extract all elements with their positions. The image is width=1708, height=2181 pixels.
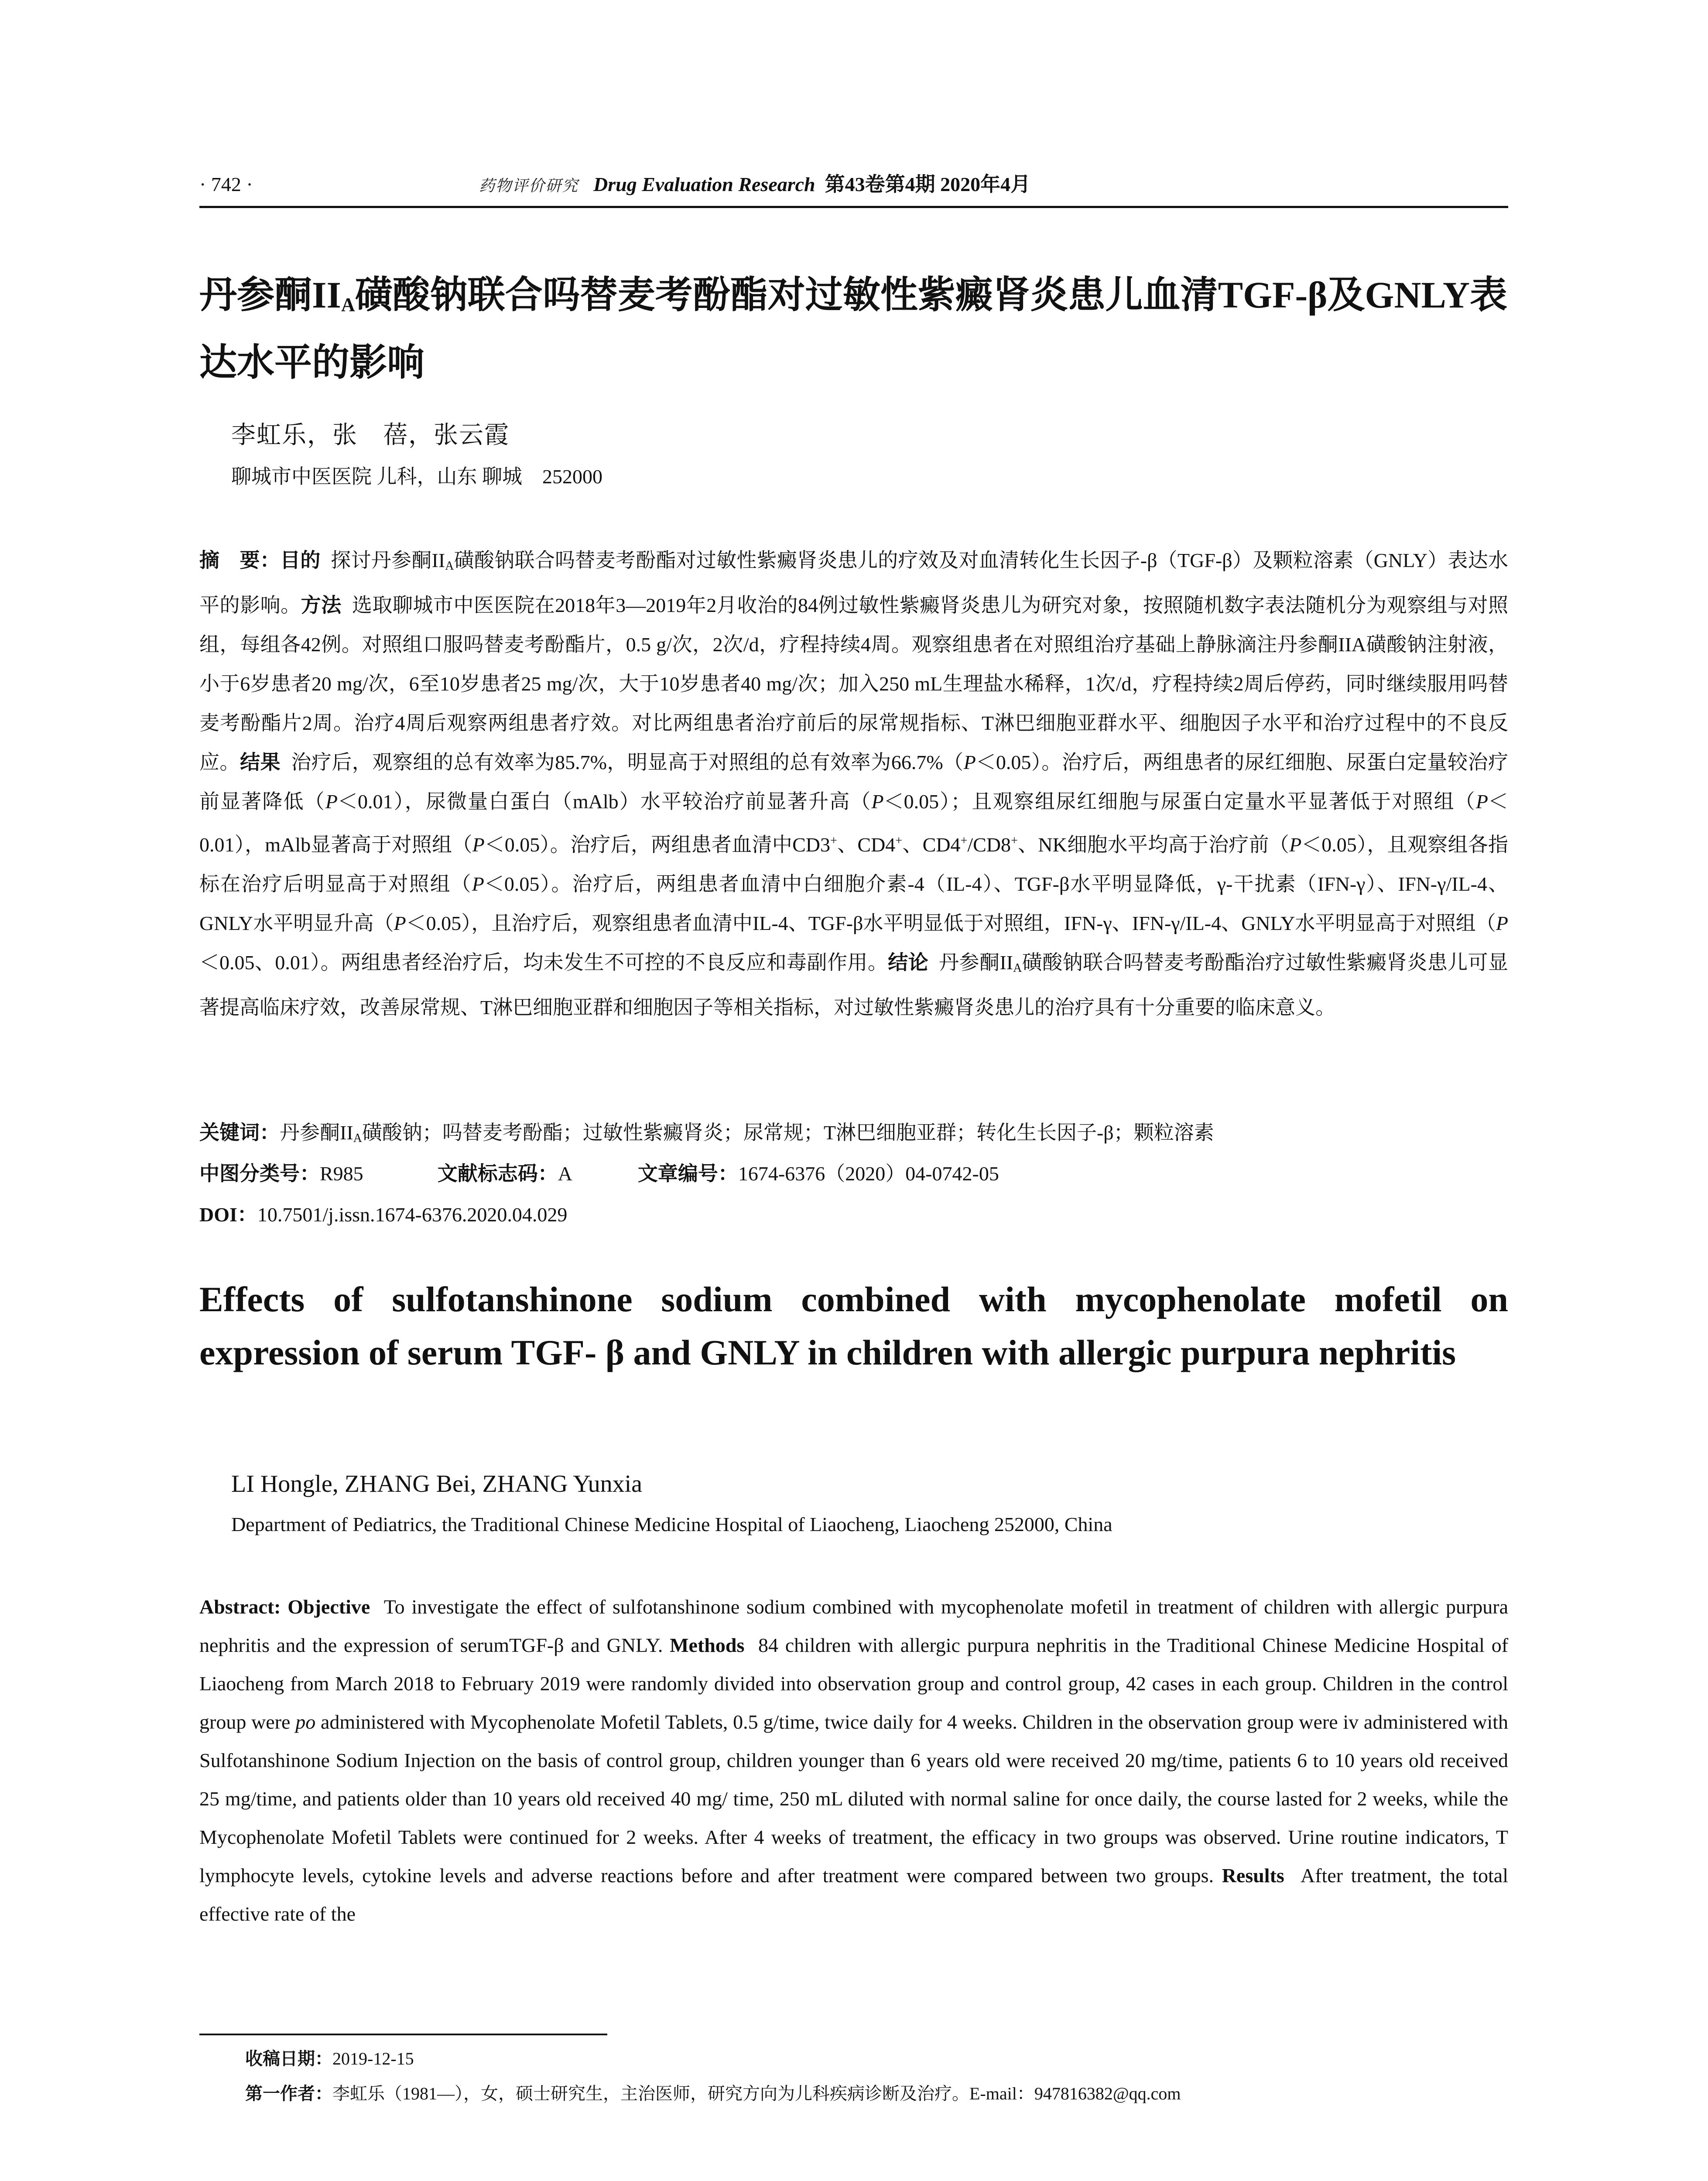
header-rule: [199, 206, 1508, 208]
title-cn: 丹参酮$II_A$磺酸钠联合吗替麦考酚酯对过敏性紫癜肾炎患儿血清TGF-β及GNLY表达水平的影响: [199, 274, 1508, 383]
keywords-cn: 关键词：丹参酮$II_A$磺酸钠；吗替麦考酚酯；过敏性紫癜肾炎；尿常规；T淋巴细胞亚群；转化生长因子-β；颗粒溶素: [199, 1121, 1214, 1145]
abstract-en: Abstract: Objective To investigate the effect of sulfotanshinone sodium combined with mycophenolate mofetil in treatment of children with allergic purpura nephritis and the expression of serumTGF-β and GNLY. Methods 84 children with allergic purpura nephritis in the Traditional Chinese Medicine Hospital of Liaocheng from March 2018 to February 2019 were randomly divided into observation group and control group, 42 cases in each group. Children in the control group were po administered with Mycophenolate Mofetil Tablets, 0.5 g/time, twice daily for 4 weeks. Children in the observation group were iv administered with Sulfotanshinone Sodium Injection on the basis of control group, children younger than 6 years old were received 20 mg/time, patients 6 to 10 years old received 25 mg/time, and patients older than 10 years old received 40 mg/ time, 250 mL diluted with normal saline for once daily, the course lasted for 2 weeks, while the Mycophenolate Mofetil Tablets were continued for 2 weeks. After 4 weeks of treatment, the efficacy in two groups was observed. Urine routine indicators, T lymphocyte levels, cytokine levels and adverse reactions before and after treatment were compared between two groups. Results After treatment, the total effective rate of the: [199, 1596, 1509, 1925]
abstract-cn: 摘 要：目的 探讨丹参酮$II_A$磺酸钠联合吗替麦考酚酯对过敏性紫癜肾炎患儿的疗效及对血清转化生长因子-β（TGF-β）及颗粒溶素（GNLY）表达水平的影响。方法 选取聊城市中医医院在2018年3—2019年2月收治的84例过敏性紫癜肾炎患儿为研究对象，按照随机数字表法随机分为观察组与对照组，每组各42例。对照组口服吗替麦考酚酯片，0.5 g/次，2次/d，疗程持续4周。观察组患者在对照组治疗基础上静脉滴注丹参酮IIA磺酸钠注射液，小于6岁患者20 mg/次，6至10岁患者25 mg/次，大于10岁患者40 mg/次；加入250 mL生理盐水稀释，1次/d，疗程持续2周后停药，同时继续服用吗替麦考酚酯片2周。治疗4周后观察两组患者疗效。对比两组患者治疗前后的尿常规指标、T淋巴细胞亚群水平、细胞因子水平和治疗过程中的不良反应。结果 治疗后，观察组的总有效率为85.7%，明显高于对照组的总有效率为66.7%（P＜0.05）。治疗后，两组患者的尿红细胞、尿蛋白定量较治疗前显著降低（P＜0.01），尿微量白蛋白（mAlb）水平较治疗前显著升高（P＜0.05）；且观察组尿红细胞与尿蛋白定量水平显著低于对照组（P＜0.01），mAlb显著高于对照组（P＜0.05）。治疗后，两组患者血清中CD3+、CD4+、CD4+/CD8+、NK细胞水平均高于治疗前（P＜0.05），且观察组各指标在治疗后明显高于对照组（P＜0.05）。治疗后，两组患者血清中白细胞介素-4（IL-4）、TGF-β水平明显降低，γ-干扰素（IFN-γ）、IFN-γ/IL-4、GNLY水平明显升高（P＜0.05），且治疗后，观察组患者血清中IL-4、TGF-β水平明显低于对照组，IFN-γ、IFN-γ/IL-4、GNLY水平明显高于对照组（P＜0.05、0.01）。两组患者经治疗后，均未发生不可控的不良反应和毒副作用。结论 丹参酮$II_A$磺酸钠联合吗替麦考酚酯治疗过敏性紫癜肾炎患儿可显著提高临床疗效，改善尿常规、T淋巴细胞亚群和细胞因子等相关指标，对过敏性紫癜肾炎患儿的治疗具有十分重要的临床意义。: [199, 549, 1509, 1019]
classification-line: 中图分类号：R985 文献标志码：A 文章编号：1674-6376（2020）04-0742-05: [199, 1162, 999, 1185]
journal-name: Drug Evaluation Research: [593, 173, 815, 195]
doi-value: 10.7501/j.issn.1674-6376.2020.04.029: [257, 1203, 568, 1226]
affiliation-en: Department of Pediatrics, the Traditional Chinese Medicine Hospital of Liaocheng, Liaocheng 252000, China: [231, 1513, 1112, 1535]
footnote-first-author: 第一作者：李虹乐（1981—），女，硕士研究生，主治医师，研究方向为儿科疾病诊断及治疗。E-mail：947816382@qq.com: [245, 2084, 1181, 2103]
journal-logo: 药物评价研究: [479, 177, 579, 195]
affiliation-cn: 聊城市中医医院 儿科，山东 聊城 252000: [231, 465, 602, 488]
doi-line: DOI：10.7501/j.issn.1674-6376.2020.04.029: [199, 1203, 568, 1226]
title-en: Effects of sulfotanshinone sodium combined with mycophenolate mofetil on expression of serum TGF- β and GNLY in children with allergic purpura nephritis: [199, 1279, 1508, 1372]
journal-issue: 第43卷第4期 2020年4月: [825, 173, 1031, 195]
journal-header: [479, 169, 1030, 200]
authors-cn: 李虹乐，张 蓓，张云霞: [231, 422, 510, 449]
footnote-rule: [199, 2034, 607, 2035]
footnote-received: 收稿日期：2019-12-15: [245, 2049, 414, 2068]
authors-en: LI Hongle, ZHANG Bei, ZHANG Yunxia: [231, 1470, 642, 1497]
page-number: · 742 ·: [199, 173, 253, 195]
